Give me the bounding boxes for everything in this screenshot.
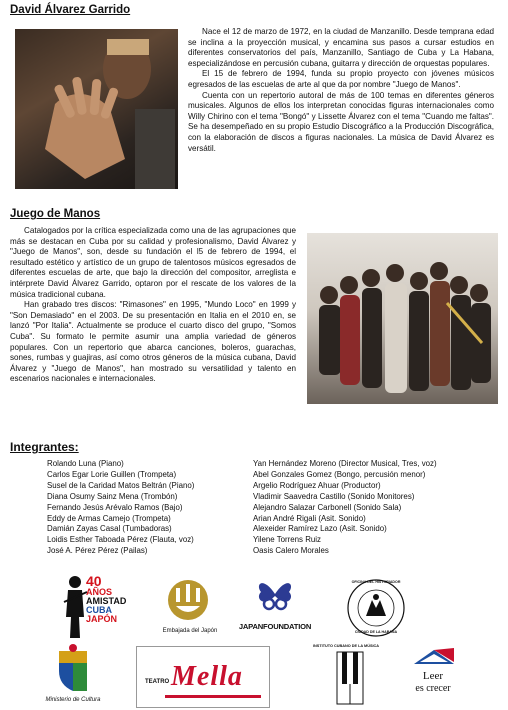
member-item: Rolando Luna (Piano)	[47, 459, 124, 468]
bio-text	[188, 27, 494, 154]
member-item: Yan Hernández Moreno (Director Musical, Tres, voz)	[253, 459, 437, 468]
members-title: Integrantes:	[10, 440, 79, 454]
japan-foundation-logo	[233, 574, 317, 638]
coat-of-arms-icon	[53, 643, 93, 693]
leer-es-crecer-logo	[400, 646, 466, 706]
members-right-list	[253, 459, 437, 557]
member-item: Yilene Torrens Ruiz	[253, 535, 321, 545]
embajada-caption: Embajada del Japón	[162, 628, 218, 634]
butterfly-icon	[255, 574, 295, 616]
mella-text: Mella	[171, 661, 243, 692]
member-item: Alexeider Ramírez Lazo (Asit. Sonido)	[253, 524, 387, 534]
member-item: Abel Gonzales Gomez (Bongo, percusión menor)	[253, 469, 426, 479]
teatro-text: TEATRO	[145, 679, 170, 685]
member-item: Alejandro Salazar Carbonell (Sonido Sala)	[253, 502, 402, 512]
member-item: Carlos Egar Lorie Guillen (Trompeta)	[47, 469, 177, 479]
piano-keys-icon	[335, 650, 365, 706]
member-item: Oasis Calero Morales	[253, 546, 329, 556]
historiador-logo	[346, 578, 406, 638]
mella-underline	[165, 695, 261, 698]
ministerio-cultura-logo	[38, 643, 108, 707]
instituto-musica-logo	[313, 644, 387, 708]
member-item: Damián Zayas Casal (Tumbadoras)	[47, 524, 172, 534]
embajada-japon-logo	[150, 578, 230, 638]
samurai-silhouette-icon	[62, 572, 88, 640]
david-photo	[15, 29, 178, 189]
japan-foundation-text: JAPANFOUNDATION	[238, 622, 312, 631]
amistad-anos: AÑOS	[86, 587, 113, 597]
bio-title: David Álvarez Garrido	[10, 4, 131, 16]
member-item: José A. Pérez Pérez (Pailas)	[47, 546, 148, 556]
bio-paragraph-2: El 15 de febrero de 1994, funda su propio proyecto con jóvenes músicos egresados de las escuelas de arte al que da por nombre "Juego de Manos".	[188, 69, 494, 89]
member-item: Susel de la Caridad Matos Beltrán (Piano)	[47, 480, 195, 490]
book-flag-icon	[412, 646, 456, 668]
member-item: Argelio Rodríguez Ahuar (Productor)	[253, 480, 381, 490]
band-title: Juego de Manos	[10, 208, 101, 220]
amistad-japon: JAPÓN	[86, 614, 118, 624]
leer-text: Leer	[422, 670, 444, 682]
ministerio-caption: Ministerio de Cultura	[45, 697, 101, 703]
paulownia-crest-icon	[168, 578, 208, 622]
amistad-cuba: CUBA	[86, 605, 112, 615]
band-text	[10, 226, 296, 385]
amistad-word: AMISTAD	[86, 596, 127, 606]
amistad-cuba-japon-logo	[62, 572, 134, 640]
member-item: Fernando Jesús Arévalo Ramos (Bajo)	[47, 502, 183, 512]
member-item: Vladimir Saavedra Castillo (Sonido Monitores)	[253, 491, 415, 501]
member-item: Diana Osumy Sainz Mena (Trombón)	[47, 491, 178, 501]
historiador-bottom-text: CIUDAD DE LA HABANA	[354, 630, 398, 634]
teatro-mella-logo	[136, 646, 270, 708]
bio-paragraph-3: Cuenta con un repertorio autoral de más de 100 temas en diferentes géneros musicales. Algunos de ellos los interpretan conocidas figuras internacionales como Willy Chirino con el tema "Bongó" y Lissette Álvarez con el tema "Cuando me faltas". Se ha desempeñado en su propio Estudio Discográfico a la Producción Discográfica, con la elaboración de discos a figuras nacionales. La música de David Álvarez es versátil.	[188, 90, 494, 153]
amistad-years: 40	[86, 573, 102, 589]
crecer-text: es crecer	[415, 683, 451, 694]
band-photo	[307, 233, 498, 404]
historiador-top-text: OFICINA DEL HISTORIADOR	[351, 580, 401, 584]
member-item: Loidis Esther Taboada Pérez (Flauta, voz)	[47, 535, 194, 545]
member-item: Eddy de Armas Camejo (Trompeta)	[47, 513, 171, 523]
bio-paragraph-1: Nace el 12 de marzo de 1972, en la ciudad de Manzanillo. Desde temprana edad se inclina a la proyección musical, y encamina sus pasos a cursar estudios en diferentes conservatorios del país, Manzanillo, Santiago de Cuba y La Habana, especializándose en percusión cubana, guitarra y dirección de orquestas populares.	[188, 27, 494, 68]
instituto-text: INSTITUTO CUBANO DE LA MÚSICA	[313, 644, 380, 648]
band-paragraph-2: Han grabado tres discos: "Rimasones" en 1995, "Mundo Loco" en 1999 y "Son Demasiado" en el 2003. De su presentación en Italia en el 2010 en, se lanzó "Por Italia". Actualmente se produce el cuarto disco del grupo, "Somos Cuba". Su formato le permite asumir una amplia variedad de géneros populares. Con un repertorio que abarca canciones, boleros, guarachas, sones, rumbas y guajiras, así como otros géneros de la música cubana, David Álvarez y "Juego de Manos", han mostrado su versatilidad y talento en escenarios nacionales e internacionales.	[10, 300, 296, 384]
historiador-seal-icon	[346, 578, 406, 638]
members-left-list	[47, 459, 194, 557]
member-item: Arian André Rigali (Asit. Sonido)	[253, 513, 366, 523]
band-paragraph-1: Catalogados por la crítica especializada como una de las agrupaciones que más se destacan en Cuba por su calidad y profesionalismo, David Álvarez y "Juego de Manos", son, desde su fundación el l5 de febrero de 1994, el resultado estético y artístico de un grupo de talentosos músicos egresados de diferentes escuelas de arte, que bajo la dirección del compositor, arreglista e intérprete David Álvarez Garrido, optaron por el rescate de los valores de la música tradicional cubana.	[10, 226, 296, 299]
